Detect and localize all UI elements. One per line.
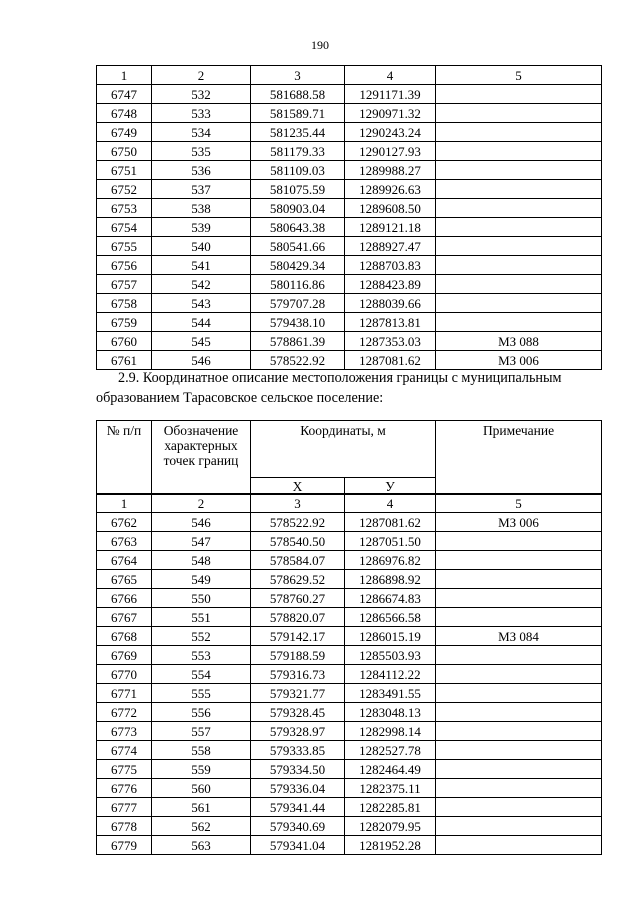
section-heading [96,368,606,408]
table-cell: 6775 [97,760,152,779]
table-cell: 1287813.81 [345,313,436,332]
table-cell: 6747 [97,85,152,104]
table-row [97,836,602,855]
coordinates-table-header [96,420,601,493]
table-cell: 581688.58 [251,85,345,104]
table-cell: 542 [152,275,251,294]
table-cell: 581109.03 [251,161,345,180]
table-row [97,332,602,351]
table-row [97,180,602,199]
table-cell [436,123,602,142]
table-cell: 1284112.22 [345,665,436,684]
table-cell: 534 [152,123,251,142]
table-row [97,256,602,275]
table-cell: 6770 [97,665,152,684]
table-cell: 1286015.19 [345,627,436,646]
table-cell: 6772 [97,703,152,722]
table-cell [436,817,602,836]
table-cell: 1282079.95 [345,817,436,836]
table-cell: 1286898.92 [345,570,436,589]
table-cell: 578820.07 [251,608,345,627]
table-cell: 6768 [97,627,152,646]
table-row [97,532,602,551]
column-number-cell: 4 [345,66,436,85]
table-cell: 6765 [97,570,152,589]
table-cell: 580541.66 [251,237,345,256]
coordinates-table [96,493,602,855]
table-cell [436,85,602,104]
table-cell [436,608,602,627]
table-cell: 581075.59 [251,180,345,199]
table-cell: 580903.04 [251,199,345,218]
table-cell: 1288039.66 [345,294,436,313]
table-cell [436,703,602,722]
table-cell [436,551,602,570]
table-row [97,294,602,313]
table-cell [436,142,602,161]
table-cell: 550 [152,589,251,608]
table-cell: 1289608.50 [345,199,436,218]
table-cell: 579341.04 [251,836,345,855]
table-cell: 6757 [97,275,152,294]
table-cell: 555 [152,684,251,703]
table-cell: МЗ 088 [436,332,602,351]
table-cell: 1289926.63 [345,180,436,199]
column-number-row [97,494,602,513]
table-cell: 532 [152,85,251,104]
table-cell: 579333.85 [251,741,345,760]
table-row [97,589,602,608]
table-cell: 548 [152,551,251,570]
section-heading-line1: 2.9. Координатное описание местоположения границы с муниципальным [118,370,562,386]
table-cell: 547 [152,532,251,551]
table-cell: 558 [152,741,251,760]
coordinates-table-continued [96,65,602,370]
table-cell: 1290971.32 [345,104,436,123]
table-cell: 537 [152,180,251,199]
table-cell: 1282464.49 [345,760,436,779]
table-cell: 578861.39 [251,332,345,351]
column-number-cell: 1 [97,494,152,513]
table-cell: 6754 [97,218,152,237]
table-row [97,142,602,161]
header-col-designation: Обозначение характерных точек границ [152,421,251,495]
table-cell: 546 [152,513,251,532]
table-cell: 6761 [97,351,152,370]
table-cell: 579334.50 [251,760,345,779]
table-cell: 1286976.82 [345,551,436,570]
table-cell: 578760.27 [251,589,345,608]
table-cell: 6776 [97,779,152,798]
table-cell: 579316.73 [251,665,345,684]
table-cell [436,275,602,294]
table-cell: 6759 [97,313,152,332]
table-cell: 538 [152,199,251,218]
table-cell: 1288927.47 [345,237,436,256]
table-cell: 6764 [97,551,152,570]
table-cell: 562 [152,817,251,836]
table-cell: 535 [152,142,251,161]
table-cell: 579336.04 [251,779,345,798]
table-cell: 1288703.83 [345,256,436,275]
table-cell [436,665,602,684]
table-row [97,275,602,294]
table-cell: 1282285.81 [345,798,436,817]
table-cell [436,836,602,855]
table-cell: 6766 [97,589,152,608]
table-cell: 1289121.18 [345,218,436,237]
table-cell: 579188.59 [251,646,345,665]
table-row [97,627,602,646]
table-row [97,760,602,779]
table-row [97,513,602,532]
table-cell: 551 [152,608,251,627]
table-row [97,703,602,722]
table-cell: 533 [152,104,251,123]
table-cell: 541 [152,256,251,275]
table-cell: 6756 [97,256,152,275]
table-cell: 6779 [97,836,152,855]
column-number-cell: 1 [97,66,152,85]
table-cell: 579438.10 [251,313,345,332]
table-cell [436,760,602,779]
table-cell: 579321.77 [251,684,345,703]
table-cell [436,684,602,703]
column-number-cell: 4 [345,494,436,513]
table-cell: МЗ 084 [436,627,602,646]
table-cell: 579340.69 [251,817,345,836]
table-row [97,218,602,237]
table-row [97,741,602,760]
table-cell [436,199,602,218]
table-cell: 579142.17 [251,627,345,646]
table-cell: 6778 [97,817,152,836]
column-number-row [97,66,602,85]
table-cell: 560 [152,779,251,798]
table-cell: 579328.45 [251,703,345,722]
table-cell [436,313,602,332]
table-cell: 6752 [97,180,152,199]
table-row [97,798,602,817]
table-cell: 6749 [97,123,152,142]
table-cell [436,570,602,589]
table-row [97,199,602,218]
table-cell: 1285503.93 [345,646,436,665]
table-cell: 540 [152,237,251,256]
table-cell: 581179.33 [251,142,345,161]
table-cell: 6769 [97,646,152,665]
table-cell: 6763 [97,532,152,551]
table-cell: 578629.52 [251,570,345,589]
table-cell: 581589.71 [251,104,345,123]
table-cell: 561 [152,798,251,817]
table-cell [436,294,602,313]
table-row [97,237,602,256]
header-col-coordinates: Координаты, м [251,421,436,478]
table-row [97,104,602,123]
table-cell: 1286566.58 [345,608,436,627]
table-cell: 1281952.28 [345,836,436,855]
table-row [97,722,602,741]
column-number-cell: 2 [152,494,251,513]
column-number-cell: 5 [436,66,602,85]
table-row [97,85,602,104]
table-cell: 1290243.24 [345,123,436,142]
column-number-cell: 2 [152,66,251,85]
column-number-cell: 3 [251,66,345,85]
table-cell: 1282998.14 [345,722,436,741]
table-cell: 1282527.78 [345,741,436,760]
table-cell [436,180,602,199]
table-cell: 553 [152,646,251,665]
table-row [97,551,602,570]
table-row [97,351,602,370]
table-cell: 6774 [97,741,152,760]
table-cell: 6753 [97,199,152,218]
table-cell: 578540.50 [251,532,345,551]
table-cell [436,741,602,760]
table-cell: 6762 [97,513,152,532]
table-cell: 578522.92 [251,351,345,370]
table-cell [436,779,602,798]
table-cell: 6748 [97,104,152,123]
table-cell: 6777 [97,798,152,817]
table-cell: 1287051.50 [345,532,436,551]
table-cell [436,256,602,275]
table-cell [436,218,602,237]
table-row [97,608,602,627]
table-row [97,123,602,142]
table-cell: 1287081.62 [345,351,436,370]
table-cell: 6760 [97,332,152,351]
page-number: 190 [311,38,329,52]
table-cell: 557 [152,722,251,741]
table-cell [436,161,602,180]
table-cell: 6771 [97,684,152,703]
table-cell [436,237,602,256]
table-cell: 6751 [97,161,152,180]
table-cell: 546 [152,351,251,370]
table-cell: 579707.28 [251,294,345,313]
table-cell: 539 [152,218,251,237]
table-cell: 1287353.03 [345,332,436,351]
table-cell: 554 [152,665,251,684]
header-col-note: Примечание [436,421,602,495]
table-row [97,161,602,180]
table-row [97,313,602,332]
table-cell [436,646,602,665]
table-row [97,779,602,798]
header-col-x: Х [251,478,345,495]
table-row [97,665,602,684]
table-cell [436,532,602,551]
table-cell: 1290127.93 [345,142,436,161]
table-cell: МЗ 006 [436,351,602,370]
table-cell: 1288423.89 [345,275,436,294]
table-cell: 1282375.11 [345,779,436,798]
table-cell: 6750 [97,142,152,161]
table-cell: 579341.44 [251,798,345,817]
table-cell [436,589,602,608]
table-cell: 1289988.27 [345,161,436,180]
table-row [97,684,602,703]
column-number-cell: 3 [251,494,345,513]
table-cell: 581235.44 [251,123,345,142]
column-number-cell: 5 [436,494,602,513]
table-cell: 543 [152,294,251,313]
table-cell: 1291171.39 [345,85,436,104]
header-col-number: № п/п [97,421,152,495]
table-cell: 6758 [97,294,152,313]
table-cell: 544 [152,313,251,332]
table-cell: 6767 [97,608,152,627]
table-cell: 580643.38 [251,218,345,237]
table-cell: 549 [152,570,251,589]
table-cell: 563 [152,836,251,855]
table-row [97,817,602,836]
header-col-y: У [345,478,436,495]
table-cell [436,104,602,123]
table-cell: 1286674.83 [345,589,436,608]
table-row [97,646,602,665]
table-cell: 580429.34 [251,256,345,275]
table-cell: 1287081.62 [345,513,436,532]
table-cell: 1283048.13 [345,703,436,722]
table-cell [436,798,602,817]
table-cell: 1283491.55 [345,684,436,703]
table-cell: 578522.92 [251,513,345,532]
table-cell: 545 [152,332,251,351]
table-cell: 536 [152,161,251,180]
table-cell: 6755 [97,237,152,256]
table-cell [436,722,602,741]
table-cell: 580116.86 [251,275,345,294]
table-cell: МЗ 006 [436,513,602,532]
table-row [97,570,602,589]
table-cell: 556 [152,703,251,722]
table-cell: 578584.07 [251,551,345,570]
table-cell: 559 [152,760,251,779]
section-heading-line2: образованием Тарасовское сельское поселение: [96,390,384,406]
table-cell: 552 [152,627,251,646]
table-cell: 579328.97 [251,722,345,741]
table-cell: 6773 [97,722,152,741]
